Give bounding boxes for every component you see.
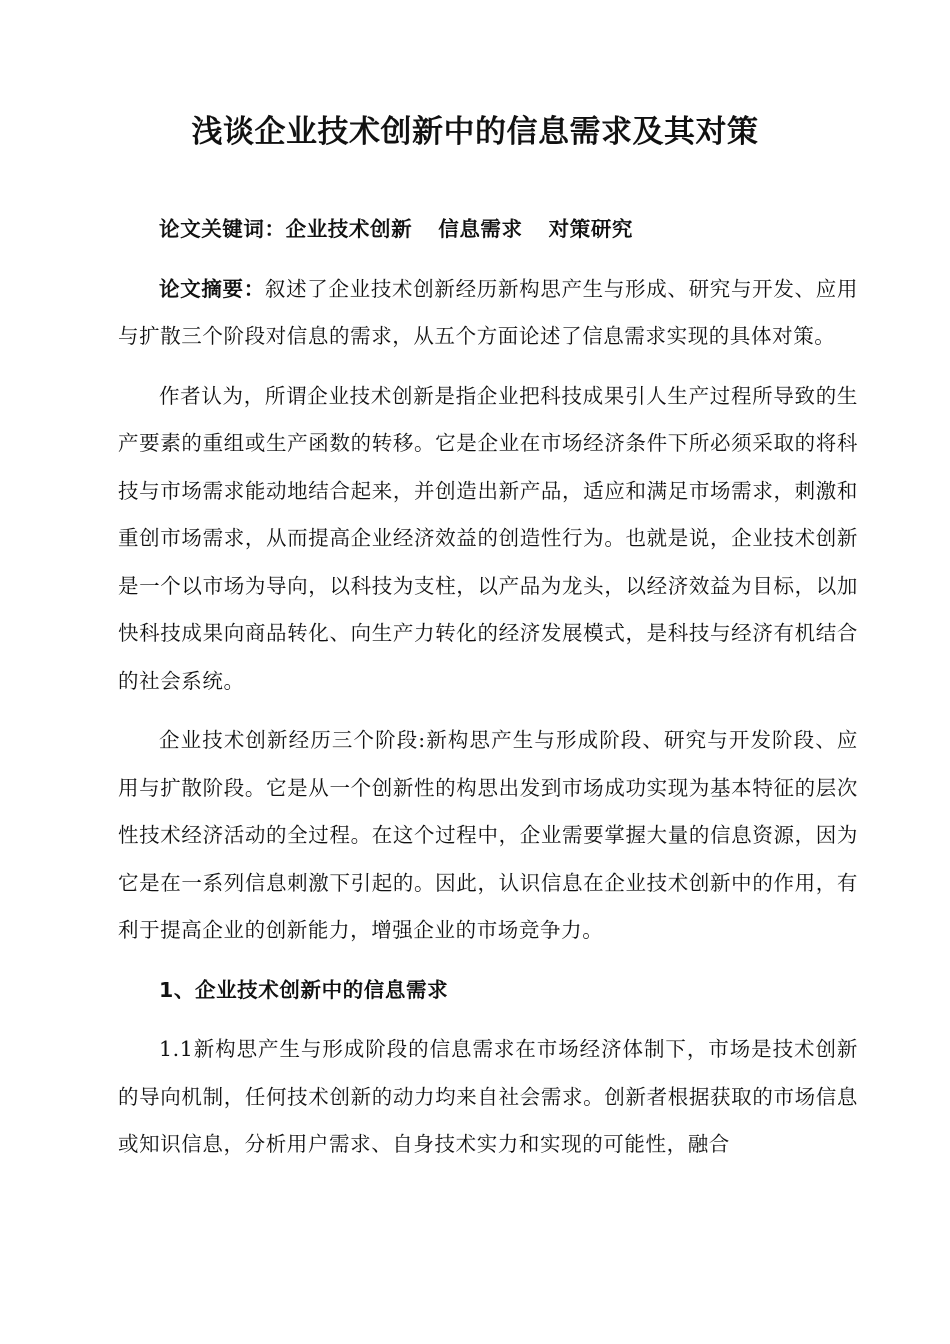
abstract-text: 叙述了企业技术创新经历新构思产生与形成、研究与开发、应用与扩散三个阶段对信息的需求，从五个方面论述了信息需求实现的具体对策。 (118, 276, 858, 348)
keyword-item: 信息需求 (438, 217, 523, 241)
body-paragraph: 企业技术创新经历三个阶段:新构思产生与形成阶段、研究与开发阶段、应用与扩散阶段。它是从一个创新性的构思出发到市场成功实现为基本特征的层次性技术经济活动的全过程。在这个过程中，企业需要掌握大量的信息资源，因为它是在一系列信息刺激下引起的。因此，认识信息在企业技术创新中的作用，有利于提高企业的创新能力，增强企业的市场竞争力。 (118, 728, 858, 942)
abstract-label: 论文摘要： (159, 276, 265, 301)
body-paragraph: 作者认为，所谓企业技术创新是指企业把科技成果引人生产过程所导致的生产要素的重组或生产函数的转移。它是企业在市场经济条件下所必须采取的将科技与市场需求能动地结合起来，并创造出新产品，适应和满足市场需求，刺激和重创市场需求，从而提高企业经济效益的创造性行为。也就是说，企业技术创新是一个以市场为导向，以科技为支柱，以产品为龙头，以经济效益为目标，以加快科技成果向商品转化、向生产力转化的经济发展模式，是科技与经济有机结合的社会系统。 (118, 383, 858, 693)
abstract-paragraph (118, 266, 858, 361)
document-body (118, 206, 858, 1181)
section-paragraph: 1.1新构思产生与形成阶段的信息需求在市场经济体制下，市场是技术创新的导向机制，任何技术创新的动力均来自社会需求。创新者根据获取的市场信息或知识信息，分析用户需求、自身技术实力和实现的可能性，融合 (118, 1037, 858, 1156)
section-heading: 1、企业技术创新中的信息需求 (159, 977, 449, 1002)
keywords-label: 论文关键词： (159, 217, 286, 241)
document-title: 浅谈企业技术创新中的信息需求及其对策 (191, 114, 759, 150)
keywords-line (118, 206, 858, 254)
keyword-item: 企业技术创新 (285, 217, 413, 241)
keyword-item: 对策研究 (548, 217, 634, 241)
